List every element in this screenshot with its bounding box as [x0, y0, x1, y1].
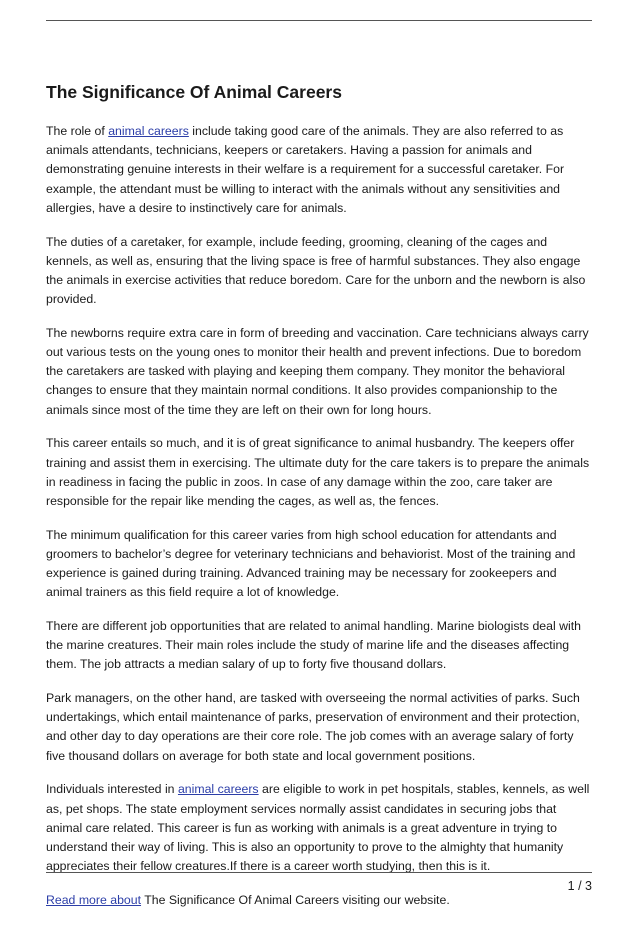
paragraph-text: include taking good care of the animals. They are also referred to as animals attendants, technicians, keepers or caretakers. Having a passion for animals and demonstrating genuine interests in their welfare is a requirement for a successful caretaker. For example, the attendant must be willing to interact with the animals without any sensitivities and allergies, have a desire to instinctively care for animals.	[46, 124, 565, 215]
paragraph-park-managers: Park managers, on the other hand, are tasked with overseeing the normal activities of parks. Such undertakings, which entail maintenance of parks, preservation of environment and their protection, and other day to day operations are their core role. The job comes with an average salary of forty five thousand dollars on average for both state and local government positions.	[46, 691, 580, 763]
paragraph-text: The Significance Of Animal Careers visiting our website.	[141, 892, 450, 907]
footer-rule	[46, 872, 592, 873]
document-body	[46, 80, 592, 925]
paragraph-text: The role of	[46, 124, 109, 138]
page-number: 1 / 3	[567, 879, 592, 893]
paragraph-opportunities: There are different job opportunities that are related to animal handling. Marine biologists deal with the marine creatures. Their main roles include the study of marine life and the diseases affecting them. The job attracts a median salary of up to forty five thousand dollars.	[46, 618, 582, 672]
paragraph-qualification: The minimum qualification for this career varies from high school education for attendants and groomers to bachelor’s degree for veterinary technicians and behaviorist. Most of the training and experience is gained during training. Advanced training may be necessary for zookeepers and animal trainers as this field require a lot of knowledge.	[46, 527, 576, 600]
header-rule	[46, 20, 592, 21]
document-title: The Significance Of Animal Careers	[46, 82, 342, 102]
paragraph-significance: This career entails so much, and it is of great significance to animal husbandry. The keepers offer training and assist them in exercising. The ultimate duty for the care takers is to prepare the animals in readiness in facing the public in zoos. In case of any damage within the zoo, care taker are responsible for the repair like mending the cages, as well as, the fences.	[46, 436, 590, 508]
animal-careers-link[interactable]: animal careers	[108, 124, 189, 138]
paragraph-role	[46, 122, 592, 218]
paragraph-read-more	[46, 891, 592, 910]
paragraph-text: Individuals interested in	[46, 782, 178, 797]
paragraph-duties: The duties of a caretaker, for example, include feeding, grooming, cleaning of the cages and kennels, as well as, ensuring that the living space is free of harmful substances. They also engage the animals in exercise activities that reduce boredom. Care for the unborn and the newborn is also provided.	[46, 234, 586, 307]
paragraph-text: are eligible to work in pet hospitals, stables, kennels, as well as, pet shops. The state employment services normally assist candidates in securing jobs that animal care related. This career is fun as working with animals is a great adventure in trying to understand their way of living. This is also an opportunity to prove to the almighty that humanity appreciates their fellow creatures.If there is a career worth studying, then this is it.	[46, 782, 590, 874]
paragraph-individuals	[46, 780, 592, 876]
paragraph-newborns: The newborns require extra care in form of breeding and vaccination. Care technicians always carry out various tests on the young ones to monitor their health and prevent infections. Due to boredom the caretakers are tasked with playing and keeping them company. They monitor the behavioral changes to ensure that they maintain normal conditions. It also provides companionship to the animals since most of the time they are left on their own for long hours.	[46, 325, 589, 417]
read-more-link[interactable]: Read more about	[46, 892, 142, 907]
animal-careers-link[interactable]: animal careers	[177, 782, 259, 797]
